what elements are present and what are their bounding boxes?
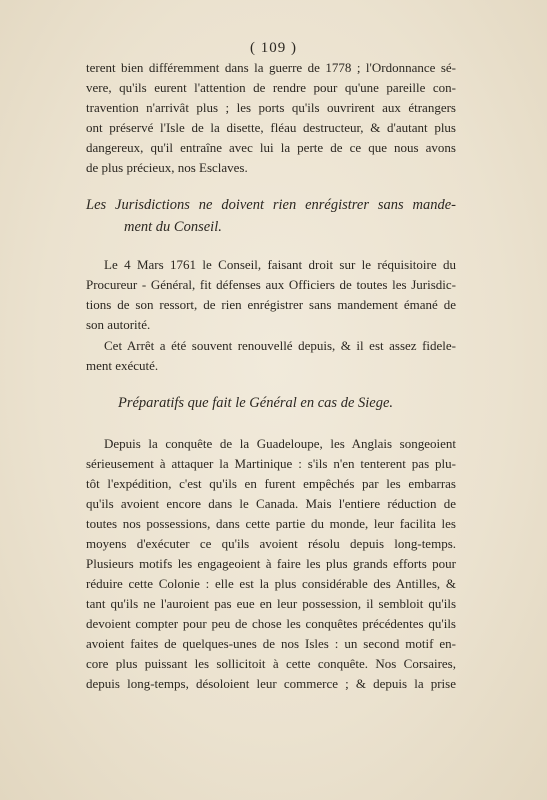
section-heading-jurisdictions: Les Jurisdictions ne doivent rien enrégistrer sans mande- [86, 197, 456, 213]
text-line: tions de son ressort, de rien enrégistrer sans mandement émané de [86, 297, 456, 312]
text-line: tant qu'ils ne l'auroient pas eue en leur possession, il sembloit qu'ils [86, 596, 456, 611]
section-heading-jurisdictions-continued: ment du Conseil. [124, 219, 222, 235]
text-line: Plusieurs motifs les engageoient à faire les plus grands efforts pour [86, 556, 456, 571]
text-line: core plus puissant les sollicitoit à cette conquête. Nos Corsaires, [86, 656, 456, 671]
text-line: avoient faites de quelques-unes de nos Isles : un second motif en- [86, 636, 456, 651]
text-line: sérieusement à attaquer la Martinique : s'ils n'en tenterent pas plu- [86, 456, 456, 471]
text-line: vere, qu'ils eurent l'attention de rendre pour qu'une pareille con- [86, 80, 456, 95]
page-number: ( 109 ) [250, 40, 297, 56]
text-line: ont préservé l'Isle de la disette, fléau destructeur, & d'autant plus [86, 120, 456, 135]
text-line: ment exécuté. [86, 358, 159, 373]
text-line: travention n'arrivât plus ; les ports qu'ils ouvrirent aux étrangers [86, 100, 456, 115]
text-line: son autorité. [86, 317, 151, 332]
text-line: Depuis la conquête de la Guadeloupe, les Anglais songeoient [104, 436, 456, 451]
text-line: Cet Arrêt a été souvent renouvellé depuis, & il est assez fidele- [104, 338, 456, 353]
text-line: tôt l'expédition, c'est qu'ils en furent empêchés par les embarras [86, 476, 456, 491]
text-line: qu'ils avoient encore dans le Canada. Mais l'entiere réduction de [86, 496, 456, 511]
text-line: devoient compter pour peu de chose les conquêtes précédentes qu'ils [86, 616, 456, 631]
text-line: réduire cette Colonie : elle est la plus considérable des Antilles, & [86, 576, 456, 591]
text-line: moyens d'exécuter ce qu'ils avoient résolu depuis long-temps. [86, 536, 456, 551]
section-heading-preparatifs: Préparatifs que fait le Général en cas de Siege. [118, 395, 394, 411]
text-line: terent bien différemment dans la guerre de 1778 ; l'Ordonnance sé- [86, 60, 456, 75]
text-line: Procureur - Général, fit défenses aux Officiers de toutes les Jurisdic- [86, 277, 456, 292]
text-line: dangereux, qu'il entraîne avec lui la perte de ce que nous avons [86, 140, 456, 155]
text-line: de plus précieux, nos Esclaves. [86, 160, 248, 175]
text-line: Le 4 Mars 1761 le Conseil, faisant droit sur le réquisitoire du [104, 257, 456, 272]
text-line: depuis long-temps, désoloient leur commerce ; & depuis la prise [86, 676, 456, 691]
text-line: toutes nos possessions, dans cette partie du monde, leur facilita les [86, 516, 456, 531]
